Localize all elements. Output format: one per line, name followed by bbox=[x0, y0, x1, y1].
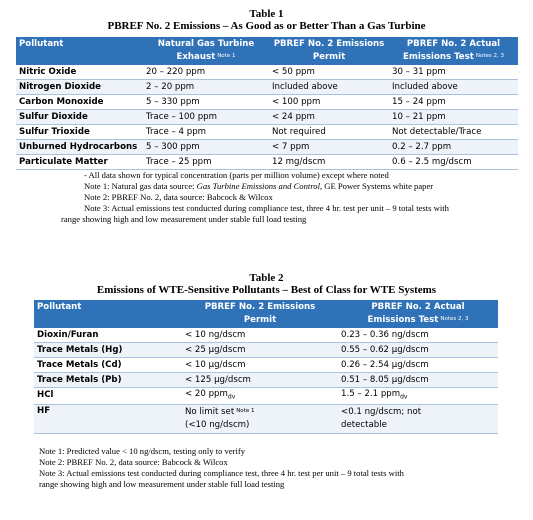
table-row bbox=[16, 140, 518, 155]
hf-note-ref: Note 1 bbox=[236, 407, 255, 414]
permit-cell: < 20 ppm$_{dv}$ bbox=[182, 388, 338, 405]
pollutant-cell: Sulfur Trioxide bbox=[16, 125, 143, 140]
table2-note1: Note 1: Predicted value < 10 ng/dscm, testing only to verify bbox=[39, 446, 246, 456]
table-row bbox=[34, 388, 498, 405]
table1-turbine-note-ref: Note 1 bbox=[217, 53, 236, 59]
permit-cell: Included above bbox=[269, 80, 389, 95]
permit-cell: < 125 µg/dscm bbox=[182, 373, 338, 388]
table2-label: Table 2 bbox=[249, 272, 284, 284]
turbine-cell: 2 – 20 ppm bbox=[143, 80, 269, 95]
table2-title: Emissions of WTE-Sensitive Pollutants – Best of Class for WTE Systems bbox=[96, 284, 437, 296]
test-cell: 10 – 21 ppm bbox=[389, 110, 518, 125]
pollutant-cell: Carbon Monoxide bbox=[16, 95, 143, 110]
table-row bbox=[16, 65, 518, 80]
table1-note3-cont: range showing high and low measurement under stable full load testing bbox=[61, 214, 307, 224]
table-row bbox=[16, 95, 518, 110]
pollutant-cell: Unburned Hydrocarbons bbox=[16, 140, 143, 155]
test-cell: 30 – 31 ppm bbox=[389, 65, 518, 80]
permit-cell: < 10 ng/dscm bbox=[182, 328, 338, 343]
test-cell: 0.2 – 2.7 ppm bbox=[389, 140, 518, 155]
table1-title: PBREF No. 2 Emissions – As Good as or Better Than a Gas Turbine bbox=[107, 20, 426, 32]
table1-header-test: PBREF No. 2 Actual Emissions Test $^{Notes 2, 3}$ bbox=[389, 37, 518, 65]
table-row bbox=[34, 343, 498, 358]
table2-test-note-ref: Notes 2, 3 bbox=[440, 316, 469, 322]
table1-note1: Note 1: Natural gas data source: Gas Turbine Emissions and Control, GE Power Systems white paper bbox=[84, 181, 434, 191]
table1-test-note-ref: Notes 2, 3 bbox=[475, 53, 504, 59]
permit-cell: < 25 µg/dscm bbox=[182, 343, 338, 358]
table-row bbox=[16, 125, 518, 140]
permit-cell: < 7 ppm bbox=[269, 140, 389, 155]
turbine-cell: Trace – 4 ppm bbox=[143, 125, 269, 140]
table2-header-row bbox=[34, 300, 498, 328]
table1-header-row bbox=[16, 37, 518, 65]
pollutant-cell: Sulfur Dioxide bbox=[16, 110, 143, 125]
test-cell: 0.55 – 0.62 µg/dscm bbox=[338, 343, 498, 358]
turbine-cell: 5 – 300 ppm bbox=[143, 140, 269, 155]
test-cell: 0.26 – 2.54 µg/dscm bbox=[338, 358, 498, 373]
pollutant-cell: Particulate Matter bbox=[16, 155, 143, 170]
table2-header-pollutant: Pollutant bbox=[34, 300, 182, 328]
permit-cell: < 24 ppm bbox=[269, 110, 389, 125]
turbine-cell: Trace – 25 ppm bbox=[143, 155, 269, 170]
table-row bbox=[34, 373, 498, 388]
turbine-cell: 20 – 220 ppm bbox=[143, 65, 269, 80]
table1 bbox=[16, 37, 518, 170]
test-cell: 1.5 – 2.1 ppm$_{dv}$ bbox=[338, 388, 498, 405]
permit-cell: Not required bbox=[269, 125, 389, 140]
table-row bbox=[16, 80, 518, 95]
table-row bbox=[16, 110, 518, 125]
table2-note3-cont: range showing high and low measurement under stable full load testing bbox=[39, 479, 285, 489]
test-cell: <0.1 ng/dscm; not detectable bbox=[338, 404, 498, 433]
pollutant-cell: Trace Metals (Pb) bbox=[34, 373, 182, 388]
table1-header-permit: PBREF No. 2 Emissions Permit bbox=[269, 37, 389, 65]
permit-cell: < 50 ppm bbox=[269, 65, 389, 80]
pollutant-cell: Dioxin/Furan bbox=[34, 328, 182, 343]
test-cell: 0.23 – 0.36 ng/dscm bbox=[338, 328, 498, 343]
turbine-cell: 5 – 330 ppm bbox=[143, 95, 269, 110]
pollutant-cell: HF bbox=[34, 404, 182, 433]
test-cell: 0.51 – 8.05 µg/dscm bbox=[338, 373, 498, 388]
table1-heading bbox=[0, 8, 533, 32]
table-row bbox=[34, 358, 498, 373]
pollutant-cell: Nitric Oxide bbox=[16, 65, 143, 80]
table1-label: Table 1 bbox=[249, 8, 284, 20]
permit-cell: < 100 ppm bbox=[269, 95, 389, 110]
pollutant-cell: Trace Metals (Hg) bbox=[34, 343, 182, 358]
test-cell: Included above bbox=[389, 80, 518, 95]
test-cell: 15 – 24 ppm bbox=[389, 95, 518, 110]
table2-header-test: PBREF No. 2 Actual Emissions Test $^{Notes 2, 3}$ bbox=[338, 300, 498, 328]
pollutant-cell: Trace Metals (Cd) bbox=[34, 358, 182, 373]
table1-notes bbox=[84, 170, 389, 181]
test-cell: 0.6 – 2.5 mg/dscm bbox=[389, 155, 518, 170]
table1-note-general: - All data shown for typical concentration (parts per million volume) except where noted bbox=[84, 170, 389, 180]
table2-note2: Note 2: PBREF No. 2, data source: Babcock & Wilcox bbox=[39, 457, 228, 467]
table1-footnotes bbox=[84, 181, 449, 214]
table2 bbox=[34, 300, 498, 434]
permit-cell: < 10 µg/dscm bbox=[182, 358, 338, 373]
table2-notes bbox=[39, 446, 404, 490]
turbine-cell: Trace – 100 ppm bbox=[143, 110, 269, 125]
pollutant-cell: HCl bbox=[34, 388, 182, 405]
pollutant-cell: Nitrogen Dioxide bbox=[16, 80, 143, 95]
table-row bbox=[34, 404, 498, 433]
table-row bbox=[34, 328, 498, 343]
permit-cell: 12 mg/dscm bbox=[269, 155, 389, 170]
table2-heading bbox=[0, 272, 533, 296]
table2-note3: Note 3: Actual emissions test conducted during compliance test, three 4 hr. test per unit – 9 total tests with bbox=[39, 468, 404, 478]
table-row bbox=[16, 155, 518, 170]
test-cell: Not detectable/Trace bbox=[389, 125, 518, 140]
table1-header-pollutant: Pollutant bbox=[16, 37, 143, 65]
table2-header-permit: PBREF No. 2 Emissions Permit bbox=[182, 300, 338, 328]
permit-cell: No limit set $^{Note 1}$ (<10 ng/dscm) bbox=[182, 404, 338, 433]
table1-note2: Note 2: PBREF No. 2, data source: Babcock & Wilcox bbox=[84, 192, 273, 202]
table1-note3: Note 3: Actual emissions test conducted during compliance test, three 4 hr. test per unit – 9 total tests with bbox=[84, 203, 449, 213]
table1-header-turbine: Natural Gas Turbine Exhaust $^{Note 1}$ bbox=[143, 37, 269, 65]
